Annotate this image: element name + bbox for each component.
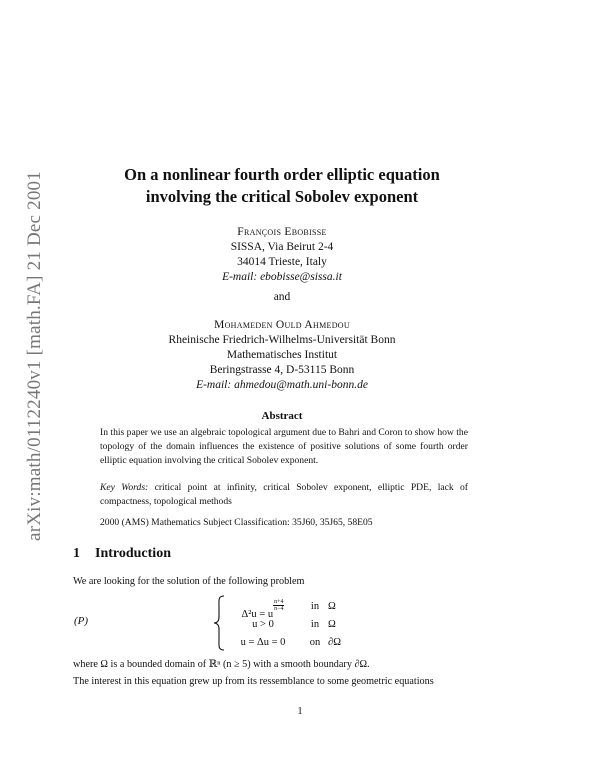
author-email[interactable]: E-mail: ahmedou@math.uni-bonn.de bbox=[196, 379, 368, 391]
author-address: SISSA, Via Beirut 2-4 bbox=[230, 241, 334, 253]
interest-paragraph: The interest in this equation grew up from its ressemblance to some geometric equations bbox=[73, 676, 434, 687]
equation-set: Ω bbox=[328, 601, 336, 612]
msc-classification: 2000 (AMS) Mathematics Subject Classification: 35J60, 35J65, 58E05 bbox=[100, 517, 373, 528]
author-block-1 bbox=[70, 225, 494, 285]
equation-lhs: u = Δu = 0 bbox=[240, 637, 286, 648]
keywords-label: Key Words: bbox=[100, 482, 149, 493]
title-line-1: On a nonlinear fourth order elliptic equation bbox=[124, 165, 440, 184]
abstract-heading: Abstract bbox=[261, 410, 303, 422]
keywords bbox=[100, 481, 468, 509]
equation-set: ∂Ω bbox=[328, 637, 341, 648]
section-title: Introduction bbox=[95, 546, 171, 561]
author-address: Rheinische Friedrich-Wilhelms-Universität Bonn bbox=[168, 334, 396, 346]
where-paragraph: where Ω is a bounded domain of ℝⁿ (n ≥ 5) with a smooth boundary ∂Ω. bbox=[73, 659, 370, 670]
equation-relation: in bbox=[310, 601, 320, 612]
arxiv-identifier: arXiv:math/0112240v1 [math.FA] 21 Dec 2001 bbox=[24, 171, 45, 541]
problem-label: (P) bbox=[74, 615, 89, 627]
author-address: Beringstrasse 4, D-53115 Bonn bbox=[209, 364, 355, 376]
intro-paragraph: We are looking for the solution of the following problem bbox=[73, 576, 305, 587]
equation-lhs: u > 0 bbox=[252, 619, 274, 630]
keywords-text: critical point at infinity, critical Sobolev exponent, elliptic PDE, lack of compactness, topological methods bbox=[100, 482, 469, 507]
page-number: 1 bbox=[297, 706, 303, 717]
section-number: 1 bbox=[73, 546, 80, 561]
author-email[interactable]: E-mail: ebobisse@sissa.it bbox=[222, 271, 342, 283]
title-line-2: involving the critical Sobolev exponent bbox=[145, 187, 419, 206]
author-address: 34014 Trieste, Italy bbox=[237, 256, 327, 268]
equation-relation: in bbox=[310, 619, 320, 630]
and-separator: and bbox=[273, 291, 291, 303]
author-block-2 bbox=[70, 318, 494, 393]
equation-lhs: Δ²u = u $\frac{n+4}{n-4}$ bbox=[241, 599, 284, 620]
author-name: Mohameden Ould Ahmedou bbox=[214, 319, 350, 331]
equation-relation: on bbox=[309, 637, 321, 648]
paper-title bbox=[70, 164, 494, 208]
section-heading bbox=[73, 546, 171, 562]
equation-set: Ω bbox=[328, 619, 336, 630]
author-name: François Ebobisse bbox=[237, 226, 327, 238]
author-address: Mathematisches Institut bbox=[226, 349, 338, 361]
critical-exponent: $\frac{n+4}{n-4}$ bbox=[274, 599, 284, 612]
left-brace-icon bbox=[212, 595, 226, 651]
abstract-text: In this paper we use an algebraic topological argument due to Bahri and Coron to show how the topology of the domain influences the existence of positive solutions of some fourth order elliptic equation involving the critical Sobolev exponent. bbox=[100, 427, 468, 466]
